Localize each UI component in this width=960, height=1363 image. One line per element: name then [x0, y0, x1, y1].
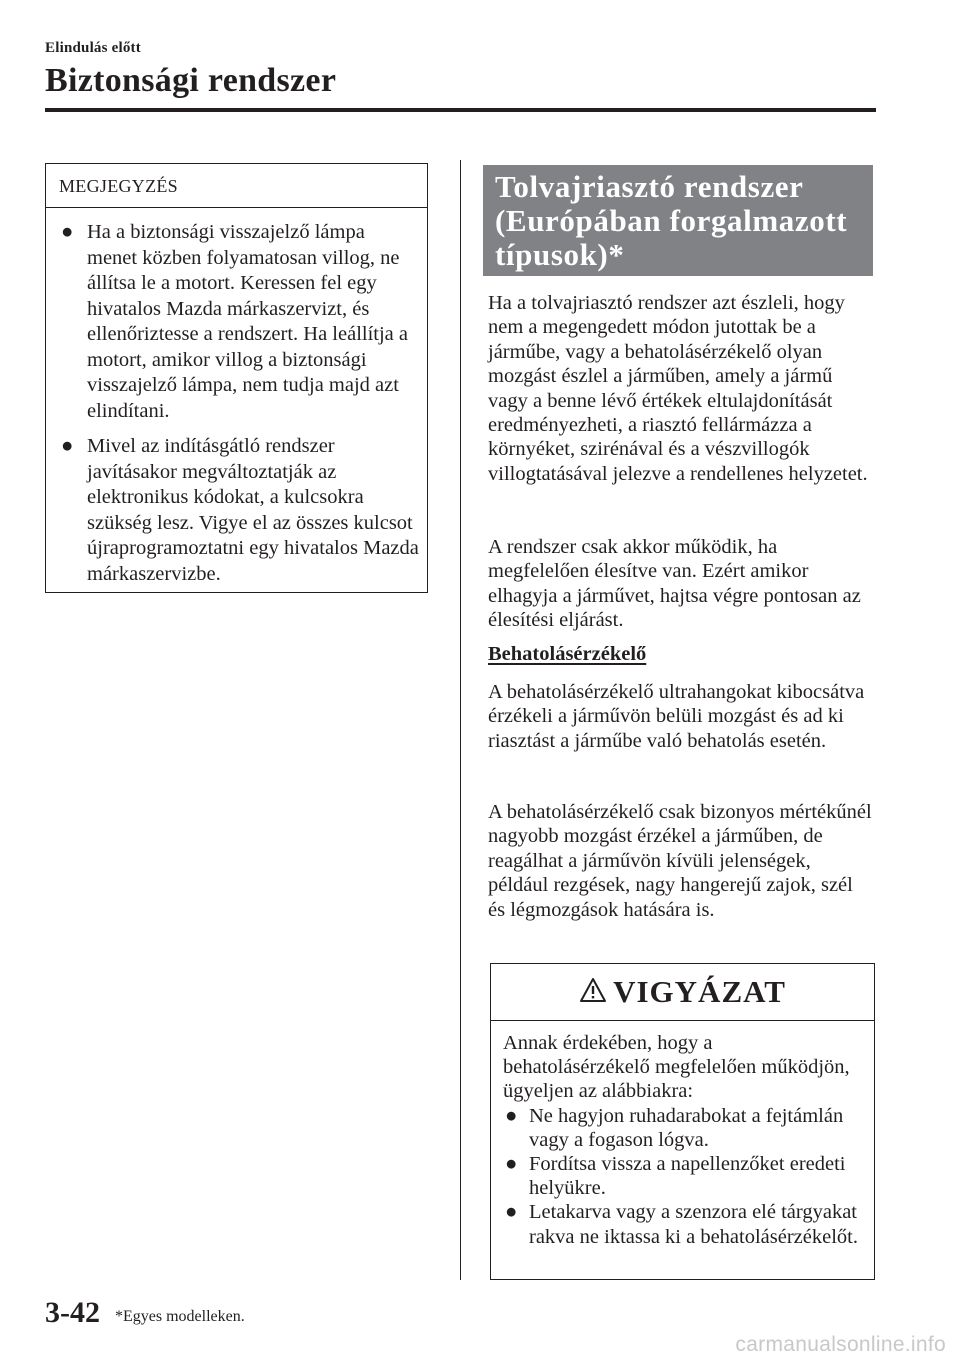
- caution-item: [503, 1152, 864, 1200]
- theft-alarm-heading: [483, 165, 873, 276]
- bullet-icon: ●: [61, 221, 74, 243]
- caution-item-text: Letakarva vagy a szenzora elé tárgyakat rakva ne iktassa ki a behatolásérzékelőt.: [529, 1201, 858, 1248]
- caution-header: [491, 964, 874, 1021]
- note-item: [59, 220, 419, 424]
- caution-title: VIGYÁZAT: [613, 974, 786, 1009]
- theft-paragraph-1: Ha a tolvajriasztó rendszer azt észleli, hogy nem a megengedett módon jutottak be a járműbe, vagy a behatolásérzékelő olyan mozgást észlel a járműben, amely a jármű vagy a benne lévő értékek eltulajdonítását eredményezheti, a riasztó fellármázza a környéket, szirénával és a vészvillogók villogtatásával jelezve a rendellenes helyzetet.: [488, 292, 868, 485]
- bullet-icon: ●: [61, 435, 74, 457]
- note-item: [59, 434, 419, 587]
- page-number: 3-42: [45, 1296, 100, 1329]
- caution-item: [503, 1104, 864, 1152]
- theft-paragraph-3: A behatolásérzékelő ultrahangokat kibocsátva érzékeli a járművön belüli mozgást és ad ki riasztást a járműbe való behatolás esetén.: [488, 681, 865, 752]
- column-divider: [460, 160, 461, 1280]
- heading-line: Tolvajriasztó rendszer: [495, 169, 804, 204]
- bullet-icon: ●: [505, 1153, 518, 1176]
- watermark: carmanualsonline.info: [735, 1333, 946, 1356]
- theft-paragraph-4: A behatolásérzékelő csak bizonyos mértékűnél nagyobb mozgást érzékel a járműben, de reagálhat a járművön kívüli jelenségek, például rezgések, nagy hangerejű zajok, szél és légmozgások hatására is.: [488, 801, 872, 921]
- caution-list: [503, 1104, 864, 1249]
- bullet-icon: ●: [505, 1104, 518, 1127]
- footnote: *Egyes modelleken.: [115, 1308, 245, 1325]
- heading-line: (Európában forgalmazott: [495, 203, 848, 238]
- note-item-text: Ha a biztonsági visszajelző lámpa menet közben folyamatosan villog, ne állítsa le a motort. Keressen fel egy hivatalos Mazda márkaszervizt, és ellenőriztesse a rendszert. Ha leállítja a motort, amikor villog a biztonsági visszajelző lámpa, nem tudja majd azt elindítani.: [87, 221, 409, 422]
- section-title: Biztonsági rendszer: [45, 62, 337, 99]
- header-rule: [45, 108, 876, 112]
- note-item-text: Mivel az indításgátló rendszer javításakor megváltoztatják az elektronikus kódokat, a kulcsokra szükség lesz. Vigye el az összes kulcsot újraprogramoztatni egy hivatalos Mazda márkaszervizbe.: [87, 435, 419, 585]
- caution-box: [490, 963, 875, 1280]
- caution-item-text: Fordítsa vissza a napellenzőket eredeti helyükre.: [529, 1153, 846, 1200]
- theft-paragraph-2: A rendszer csak akkor működik, ha megfelelően élesítve van. Ezért amikor elhagyja a járművet, hajtsa végre pontosan az élesítési eljárást.: [488, 536, 861, 632]
- bullet-icon: ●: [505, 1201, 518, 1224]
- note-title: MEGJEGYZÉS: [46, 164, 427, 208]
- note-box: [45, 163, 428, 593]
- caution-item-text: Ne hagyjon ruhadarabokat a fejtámlán vagy a fogason lógva.: [529, 1104, 844, 1151]
- caution-item: [503, 1200, 864, 1248]
- intrusion-sensor-subheading: Behatolásérzékelő: [488, 643, 647, 665]
- note-list: [46, 208, 427, 587]
- caution-intro: Annak érdekében, hogy a behatolásérzékelő megfelelően működjön, ügyeljen az alábbiakra:: [503, 1032, 850, 1103]
- heading-line: típusok)*: [495, 237, 625, 272]
- chapter-label: Elindulás előtt: [45, 40, 141, 56]
- warning-triangle-icon: [579, 977, 607, 1008]
